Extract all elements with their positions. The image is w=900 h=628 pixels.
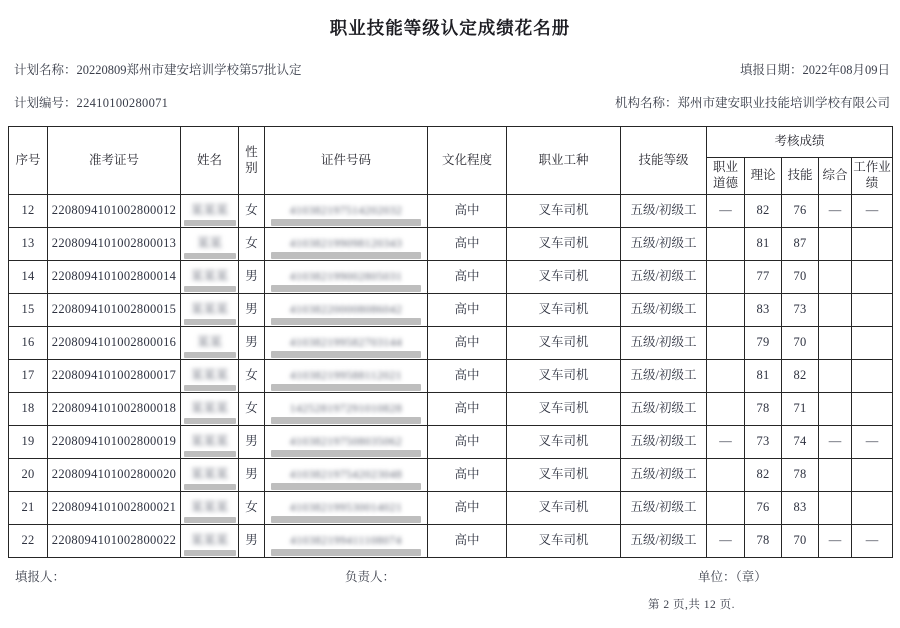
ethics-score-cell bbox=[707, 393, 745, 426]
ethics-score-cell bbox=[707, 360, 745, 393]
theory-score-cell: 81 bbox=[745, 360, 782, 393]
header-gender: 性别 bbox=[239, 127, 265, 195]
occupation-cell: 叉车司机 bbox=[507, 525, 621, 558]
education-cell: 高中 bbox=[428, 327, 507, 360]
redaction-bar bbox=[184, 451, 236, 457]
ticket-cell: 2208094101002800017 bbox=[48, 360, 181, 393]
id-cell bbox=[265, 228, 428, 261]
education-cell: 高中 bbox=[428, 228, 507, 261]
id-cell bbox=[265, 294, 428, 327]
seq-cell: 16 bbox=[9, 327, 48, 360]
name-redacted: 某某某 bbox=[182, 461, 237, 489]
comprehensive-score-cell: — bbox=[819, 195, 852, 228]
education-cell: 高中 bbox=[428, 459, 507, 492]
gender-cell: 男 bbox=[239, 327, 265, 360]
name-redacted: 某某某 bbox=[182, 362, 237, 390]
skill-score-cell: 83 bbox=[782, 492, 819, 525]
name-redacted: 某某 bbox=[182, 230, 237, 258]
org-name-label: 机构名称： bbox=[614, 96, 678, 110]
redaction-bar bbox=[184, 352, 236, 358]
id-cell bbox=[265, 261, 428, 294]
gender-cell: 女 bbox=[239, 360, 265, 393]
ticket-cell: 2208094101002800015 bbox=[48, 294, 181, 327]
comprehensive-score-cell: — bbox=[819, 426, 852, 459]
ethics-score-cell: — bbox=[707, 426, 745, 459]
table-row bbox=[9, 393, 893, 426]
redaction-bar bbox=[184, 385, 236, 391]
gender-cell: 女 bbox=[239, 228, 265, 261]
ticket-cell: 2208094101002800022 bbox=[48, 525, 181, 558]
ethics-score-cell bbox=[707, 327, 745, 360]
theory-score-cell: 78 bbox=[745, 393, 782, 426]
occupation-cell: 叉车司机 bbox=[507, 261, 621, 294]
ethics-score-cell: — bbox=[707, 195, 745, 228]
name-redacted: 某某某 bbox=[182, 263, 237, 291]
table-row bbox=[9, 327, 893, 360]
header-occupation: 职业工种 bbox=[507, 127, 621, 195]
theory-score-cell: 73 bbox=[745, 426, 782, 459]
skill-score-cell: 70 bbox=[782, 525, 819, 558]
skill-score-cell: 74 bbox=[782, 426, 819, 459]
table-row bbox=[9, 525, 893, 558]
ticket-cell: 2208094101002800014 bbox=[48, 261, 181, 294]
redaction-bar bbox=[271, 219, 421, 226]
skill-score-cell: 70 bbox=[782, 327, 819, 360]
redaction-bar bbox=[184, 550, 236, 556]
work-score-cell bbox=[852, 294, 893, 327]
gender-cell: 男 bbox=[239, 426, 265, 459]
name-cell bbox=[181, 525, 239, 558]
redaction-bar bbox=[184, 286, 236, 292]
comprehensive-score-cell bbox=[819, 294, 852, 327]
education-cell: 高中 bbox=[428, 492, 507, 525]
skill-score-cell: 70 bbox=[782, 261, 819, 294]
occupation-cell: 叉车司机 bbox=[507, 492, 621, 525]
skill-score-cell: 71 bbox=[782, 393, 819, 426]
id-cell bbox=[265, 393, 428, 426]
level-cell: 五级/初级工 bbox=[621, 426, 707, 459]
id-redacted: 410382197508035062 bbox=[266, 428, 426, 456]
table-row bbox=[9, 228, 893, 261]
skill-score-cell: 78 bbox=[782, 459, 819, 492]
header-level: 技能等级 bbox=[621, 127, 707, 195]
work-score-cell bbox=[852, 492, 893, 525]
level-cell: 五级/初级工 bbox=[621, 195, 707, 228]
name-redacted: 某某某 bbox=[182, 197, 237, 225]
occupation-cell: 叉车司机 bbox=[507, 195, 621, 228]
fill-date-label: 填报日期： bbox=[739, 63, 803, 77]
name-redacted: 某某某 bbox=[182, 527, 237, 555]
score-table-body bbox=[9, 195, 893, 558]
seq-cell: 12 bbox=[9, 195, 48, 228]
work-score-cell: — bbox=[852, 426, 893, 459]
education-cell: 高中 bbox=[428, 360, 507, 393]
ticket-cell: 2208094101002800021 bbox=[48, 492, 181, 525]
score-table bbox=[8, 126, 893, 558]
table-row bbox=[9, 492, 893, 525]
page-title: 职业技能等级认定成绩花名册 bbox=[329, 18, 571, 38]
gender-cell: 女 bbox=[239, 195, 265, 228]
meta-line-1 bbox=[14, 60, 890, 78]
id-redacted: 142528197291010828 bbox=[266, 395, 426, 423]
skill-score-cell: 76 bbox=[782, 195, 819, 228]
table-row bbox=[9, 261, 893, 294]
filler-label: 填报人： bbox=[15, 570, 66, 584]
name-cell bbox=[181, 294, 239, 327]
seq-cell: 20 bbox=[9, 459, 48, 492]
header-skill: 技能 bbox=[782, 158, 819, 195]
redaction-bar bbox=[184, 220, 236, 226]
header-work: 工作业绩 bbox=[852, 158, 893, 195]
org-name bbox=[615, 93, 890, 111]
name-cell bbox=[181, 360, 239, 393]
page-number: 第 2 页,共 12 页. bbox=[648, 599, 735, 611]
header-theory: 理论 bbox=[745, 158, 782, 195]
meta-section bbox=[14, 60, 890, 111]
level-cell: 五级/初级工 bbox=[621, 294, 707, 327]
header-seq: 序号 bbox=[9, 127, 48, 195]
name-cell bbox=[181, 459, 239, 492]
comprehensive-score-cell bbox=[819, 393, 852, 426]
work-score-cell bbox=[852, 360, 893, 393]
skill-score-cell: 73 bbox=[782, 294, 819, 327]
id-redacted: 410382197542023048 bbox=[266, 461, 426, 489]
plan-no-value: 22410100280071 bbox=[76, 96, 169, 110]
redaction-bar bbox=[184, 517, 236, 523]
gender-cell: 女 bbox=[239, 492, 265, 525]
fill-date-value: 2022年08月09日 bbox=[802, 63, 890, 77]
name-redacted: 某某某 bbox=[182, 395, 237, 423]
theory-score-cell: 78 bbox=[745, 525, 782, 558]
redaction-bar bbox=[271, 351, 421, 358]
id-cell bbox=[265, 492, 428, 525]
comprehensive-score-cell bbox=[819, 228, 852, 261]
redaction-bar bbox=[184, 253, 236, 259]
score-table-header bbox=[9, 127, 893, 195]
ticket-cell: 2208094101002800020 bbox=[48, 459, 181, 492]
name-cell bbox=[181, 228, 239, 261]
comprehensive-score-cell bbox=[819, 459, 852, 492]
work-score-cell: — bbox=[852, 195, 893, 228]
plan-no-label: 计划编号： bbox=[14, 96, 77, 110]
id-cell bbox=[265, 327, 428, 360]
name-redacted: 某某某 bbox=[182, 428, 237, 456]
gender-cell: 男 bbox=[239, 525, 265, 558]
id-redacted: 410382199411108074 bbox=[266, 527, 426, 555]
fill-date bbox=[740, 60, 890, 78]
redaction-bar bbox=[271, 318, 421, 325]
id-redacted: 410382199582703144 bbox=[266, 329, 426, 357]
manager-label: 负责人： bbox=[345, 570, 396, 584]
theory-score-cell: 79 bbox=[745, 327, 782, 360]
theory-score-cell: 77 bbox=[745, 261, 782, 294]
header-education: 文化程度 bbox=[428, 127, 507, 195]
ticket-cell: 2208094101002800019 bbox=[48, 426, 181, 459]
plan-name-label: 计划名称： bbox=[14, 63, 77, 77]
work-score-cell bbox=[852, 459, 893, 492]
header-ticket: 准考证号 bbox=[48, 127, 181, 195]
redaction-bar bbox=[184, 319, 236, 325]
level-cell: 五级/初级工 bbox=[621, 525, 707, 558]
id-redacted: 410382199530014021 bbox=[266, 494, 426, 522]
ticket-cell: 2208094101002800018 bbox=[48, 393, 181, 426]
level-cell: 五级/初级工 bbox=[621, 327, 707, 360]
ethics-score-cell bbox=[707, 294, 745, 327]
seq-cell: 22 bbox=[9, 525, 48, 558]
id-redacted: 410382197514202032 bbox=[266, 197, 426, 225]
occupation-cell: 叉车司机 bbox=[507, 459, 621, 492]
skill-score-cell: 87 bbox=[782, 228, 819, 261]
ticket-cell: 2208094101002800013 bbox=[48, 228, 181, 261]
theory-score-cell: 83 bbox=[745, 294, 782, 327]
seq-cell: 19 bbox=[9, 426, 48, 459]
org-name-value: 郑州市建安职业技能培训学校有限公司 bbox=[677, 96, 890, 110]
occupation-cell: 叉车司机 bbox=[507, 228, 621, 261]
meta-line-2 bbox=[14, 93, 890, 111]
comprehensive-score-cell bbox=[819, 360, 852, 393]
comprehensive-score-cell bbox=[819, 492, 852, 525]
redaction-bar bbox=[271, 483, 421, 490]
level-cell: 五级/初级工 bbox=[621, 492, 707, 525]
redaction-bar bbox=[271, 252, 421, 259]
ethics-score-cell: — bbox=[707, 525, 745, 558]
ethics-score-cell bbox=[707, 492, 745, 525]
header-scores-group: 考核成绩 bbox=[707, 127, 893, 158]
gender-cell: 男 bbox=[239, 459, 265, 492]
seq-cell: 18 bbox=[9, 393, 48, 426]
level-cell: 五级/初级工 bbox=[621, 360, 707, 393]
redaction-bar bbox=[271, 285, 421, 292]
seq-cell: 13 bbox=[9, 228, 48, 261]
education-cell: 高中 bbox=[428, 261, 507, 294]
level-cell: 五级/初级工 bbox=[621, 393, 707, 426]
redaction-bar bbox=[271, 417, 421, 424]
ethics-score-cell bbox=[707, 228, 745, 261]
table-row bbox=[9, 459, 893, 492]
work-score-cell bbox=[852, 393, 893, 426]
seq-cell: 21 bbox=[9, 492, 48, 525]
redaction-bar bbox=[271, 549, 421, 556]
redaction-bar bbox=[184, 484, 236, 490]
name-cell bbox=[181, 327, 239, 360]
header-ethics: 职业道德 bbox=[707, 158, 745, 195]
name-cell bbox=[181, 393, 239, 426]
plan-name-value: 20220809郑州市建安培训学校第57批认定 bbox=[76, 63, 302, 77]
education-cell: 高中 bbox=[428, 294, 507, 327]
theory-score-cell: 76 bbox=[745, 492, 782, 525]
id-cell bbox=[265, 426, 428, 459]
occupation-cell: 叉车司机 bbox=[507, 360, 621, 393]
level-cell: 五级/初级工 bbox=[621, 228, 707, 261]
header-comprehensive: 综合 bbox=[819, 158, 852, 195]
occupation-cell: 叉车司机 bbox=[507, 294, 621, 327]
work-score-cell: — bbox=[852, 525, 893, 558]
skill-score-cell: 82 bbox=[782, 360, 819, 393]
ticket-cell: 2208094101002800016 bbox=[48, 327, 181, 360]
plan-no bbox=[14, 93, 168, 111]
seq-cell: 14 bbox=[9, 261, 48, 294]
education-cell: 高中 bbox=[428, 195, 507, 228]
seq-cell: 15 bbox=[9, 294, 48, 327]
gender-cell: 男 bbox=[239, 261, 265, 294]
name-redacted: 某某某 bbox=[182, 494, 237, 522]
table-row bbox=[9, 294, 893, 327]
theory-score-cell: 81 bbox=[745, 228, 782, 261]
work-score-cell bbox=[852, 228, 893, 261]
redaction-bar bbox=[271, 516, 421, 523]
table-row bbox=[9, 426, 893, 459]
theory-score-cell: 82 bbox=[745, 459, 782, 492]
name-cell bbox=[181, 426, 239, 459]
occupation-cell: 叉车司机 bbox=[507, 393, 621, 426]
id-redacted: 410382199588112021 bbox=[266, 362, 426, 390]
level-cell: 五级/初级工 bbox=[621, 261, 707, 294]
signature-row bbox=[0, 567, 900, 591]
table-row bbox=[9, 360, 893, 393]
seq-cell: 17 bbox=[9, 360, 48, 393]
education-cell: 高中 bbox=[428, 426, 507, 459]
name-cell bbox=[181, 195, 239, 228]
comprehensive-score-cell: — bbox=[819, 525, 852, 558]
name-redacted: 某某某 bbox=[182, 296, 237, 324]
ethics-score-cell bbox=[707, 261, 745, 294]
id-cell bbox=[265, 195, 428, 228]
redaction-bar bbox=[271, 450, 421, 457]
redaction-bar bbox=[184, 418, 236, 424]
theory-score-cell: 82 bbox=[745, 195, 782, 228]
education-cell: 高中 bbox=[428, 525, 507, 558]
comprehensive-score-cell bbox=[819, 261, 852, 294]
header-name: 姓名 bbox=[181, 127, 239, 195]
unit-seal-label: 单位：（章） bbox=[698, 570, 767, 584]
occupation-cell: 叉车司机 bbox=[507, 327, 621, 360]
ticket-cell: 2208094101002800012 bbox=[48, 195, 181, 228]
comprehensive-score-cell bbox=[819, 327, 852, 360]
name-cell bbox=[181, 261, 239, 294]
header-id: 证件号码 bbox=[265, 127, 428, 195]
plan-name bbox=[14, 60, 302, 78]
work-score-cell bbox=[852, 327, 893, 360]
gender-cell: 男 bbox=[239, 294, 265, 327]
redaction-bar bbox=[271, 384, 421, 391]
id-redacted: 410382199098120343 bbox=[266, 230, 426, 258]
table-row bbox=[9, 195, 893, 228]
work-score-cell bbox=[852, 261, 893, 294]
id-cell bbox=[265, 360, 428, 393]
ethics-score-cell bbox=[707, 459, 745, 492]
name-cell bbox=[181, 492, 239, 525]
id-cell bbox=[265, 459, 428, 492]
gender-cell: 女 bbox=[239, 393, 265, 426]
name-redacted: 某某 bbox=[182, 329, 237, 357]
id-cell bbox=[265, 525, 428, 558]
id-redacted: 410382200008086042 bbox=[266, 296, 426, 324]
occupation-cell: 叉车司机 bbox=[507, 426, 621, 459]
id-redacted: 410382199002805031 bbox=[266, 263, 426, 291]
level-cell: 五级/初级工 bbox=[621, 459, 707, 492]
education-cell: 高中 bbox=[428, 393, 507, 426]
